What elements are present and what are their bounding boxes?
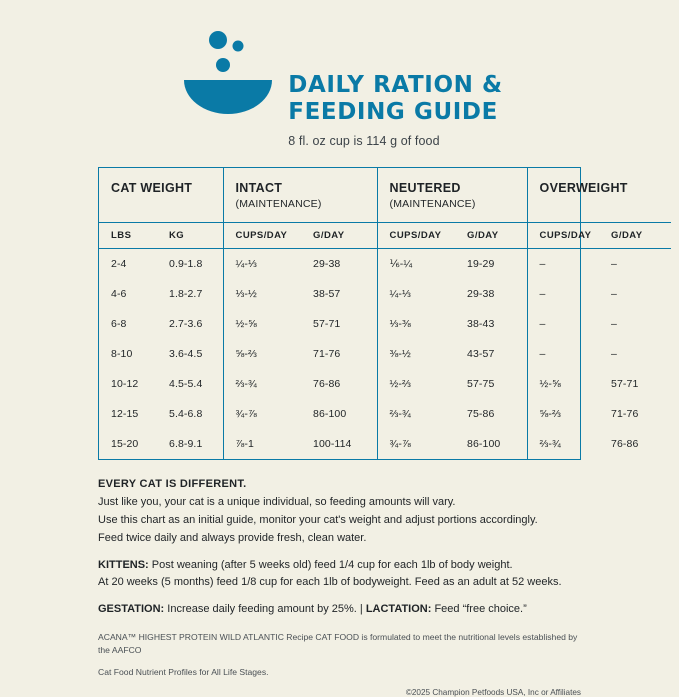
cell-intact-grams: 57-71 [313,318,341,331]
col-header-intact-grams: G/DAY [301,223,377,249]
cell-neutered-cups: ⅜-½ [377,339,455,369]
separator: | [359,603,363,616]
cell-overweight-grams: 57-71 [611,378,639,391]
col-header-neutered-cups: CUPS/DAY [377,223,455,249]
cell-overweight-grams: 76-86 [611,438,639,451]
cell-neutered-grams: 57-75 [467,378,495,391]
cell-overweight-cups: ⅝-⅔ [527,399,599,429]
cell-neutered-cups: ⅓-⅜ [377,309,455,339]
cell-overweight-cups: – [527,279,599,309]
cell-overweight-grams: – [611,288,617,301]
kittens-line-2: At 20 weeks (5 months) feed 1/8 cup for each 1lb of bodyweight. Feed as an adult at 52 weeks. [98,576,562,589]
cell-neutered-cups: ¾-⅞ [377,429,455,459]
gestation-lactation-line [98,601,581,619]
cell-lbs: 15-20 [111,438,139,451]
cell-intact-cups: ⅔-¾ [223,369,301,399]
table-row [99,399,671,429]
group-header-cat-weight: CAT WEIGHT [99,168,223,223]
cell-lbs: 12-15 [111,408,139,421]
notes-line-3: Feed twice daily and always provide fresh, clean water. [98,531,367,544]
cell-neutered-grams: 43-57 [467,348,495,361]
col-header-lbs: LBS [99,223,157,249]
table-row [99,369,671,399]
lactation-label: LACTATION: [365,603,432,616]
title-block [288,28,502,148]
cell-overweight-cups: ½-⅝ [527,369,599,399]
cell-neutered-cups: ⅔-¾ [377,399,455,429]
cell-intact-grams: 71-76 [313,348,341,361]
cell-neutered-cups: ¼-⅓ [377,279,455,309]
cell-neutered-cups: ½-⅔ [377,369,455,399]
lactation-text: Feed “free choice.” [434,603,527,616]
cell-neutered-grams: 86-100 [467,438,501,451]
kittens-line-1 [98,557,581,575]
page-subtitle: 8 fl. oz cup is 114 g of food [288,134,440,149]
cell-lbs: 6-8 [111,318,127,331]
cell-intact-grams: 38-57 [313,288,341,301]
cell-neutered-cups: ⅙-¼ [377,249,455,280]
notes-section [98,476,581,619]
cell-overweight-cups: – [527,339,599,369]
cell-lbs: 8-10 [111,348,133,361]
bowl-logo-icon [176,28,280,124]
cell-intact-grams: 29-38 [313,258,341,271]
table-row [99,429,671,459]
cell-intact-grams: 76-86 [313,378,341,391]
feeding-table [98,167,643,460]
cell-overweight-grams: 71-76 [611,408,639,421]
table-row [99,339,671,369]
cell-kg: 3.6-4.5 [169,348,203,361]
group-header-intact: INTACT (MAINTENANCE) [223,168,377,223]
table-column-header-row [99,223,671,249]
cell-overweight-grams: – [611,348,617,361]
legal-line-2: Cat Food Nutrient Profiles for All Life Stages. [98,666,269,677]
cell-lbs: 4-6 [111,288,127,301]
table-group-header-row [99,168,671,223]
notes-heading: EVERY CAT IS DIFFERENT. [98,478,247,491]
cell-overweight-cups: – [527,309,599,339]
cell-overweight-cups: – [527,249,599,280]
legal-line-1: ACANA™ HIGHEST PROTEIN WILD ATLANTIC Recipe CAT FOOD is formulated to meet the nutritional levels established by the AAFCO [98,632,578,656]
notes-line-2: Use this chart as an initial guide, monitor your cat's weight and adjust portions accordingly. [98,513,538,526]
cell-kg: 1.8-2.7 [169,288,203,301]
table-row [99,279,671,309]
cell-overweight-grams: – [611,258,617,271]
col-header-neutered-grams: G/DAY [455,223,527,249]
group-header-neutered: NEUTERED (MAINTENANCE) [377,168,527,223]
cell-kg: 2.7-3.6 [169,318,203,331]
group-header-overweight: OVERWEIGHT [527,168,671,223]
cell-intact-cups: ½-⅝ [223,309,301,339]
cell-kg: 5.4-6.8 [169,408,203,421]
gestation-label: GESTATION: [98,603,165,616]
page-title-line-2: FEEDING GUIDE [288,98,498,125]
cell-intact-cups: ⅓-½ [223,279,301,309]
col-header-intact-cups: CUPS/DAY [223,223,301,249]
page-title-line-1: DAILY RATION & [288,72,503,98]
table-row [99,309,671,339]
gestation-text: Increase daily feeding amount by 25%. [167,603,357,616]
cell-kg: 4.5-5.4 [169,378,203,391]
cell-kg: 6.8-9.1 [169,438,203,451]
header [0,0,679,148]
kittens-text-1: Post weaning (after 5 weeks old) feed 1/4 cup for each 1lb of body weight. [151,558,513,571]
table-row [99,249,671,280]
cell-neutered-grams: 19-29 [467,258,495,271]
cell-lbs: 10-12 [111,378,139,391]
cell-lbs: 2-4 [111,258,127,271]
gestation-lactation-block [98,601,581,619]
cell-intact-cups: ¼-⅓ [223,249,301,280]
cell-neutered-grams: 38-43 [467,318,495,331]
cell-intact-cups: ¾-⅞ [223,399,301,429]
kittens-label: KITTENS: [98,558,149,571]
table-body [99,249,671,460]
copyright: ©2025 Champion Petfoods USA, Inc or Affiliates [405,687,581,697]
legal-section [98,631,581,679]
cell-neutered-grams: 75-86 [467,408,495,421]
cell-kg: 0.9-1.8 [169,258,203,271]
col-header-kg: KG [157,223,223,249]
col-header-overweight-grams: G/DAY [599,223,671,249]
kittens-block [98,557,581,593]
cell-overweight-grams: – [611,318,617,331]
cell-neutered-grams: 29-38 [467,288,495,301]
cell-intact-grams: 86-100 [313,408,347,421]
cell-intact-cups: ⅞-1 [223,429,301,459]
cell-intact-cups: ⅝-⅔ [223,339,301,369]
col-header-overweight-cups: CUPS/DAY [527,223,599,249]
cell-overweight-cups: ⅔-¾ [527,429,599,459]
cell-intact-grams: 100-114 [313,438,352,451]
notes-line-1: Just like you, your cat is a unique individual, so feeding amounts will vary. [98,496,456,509]
